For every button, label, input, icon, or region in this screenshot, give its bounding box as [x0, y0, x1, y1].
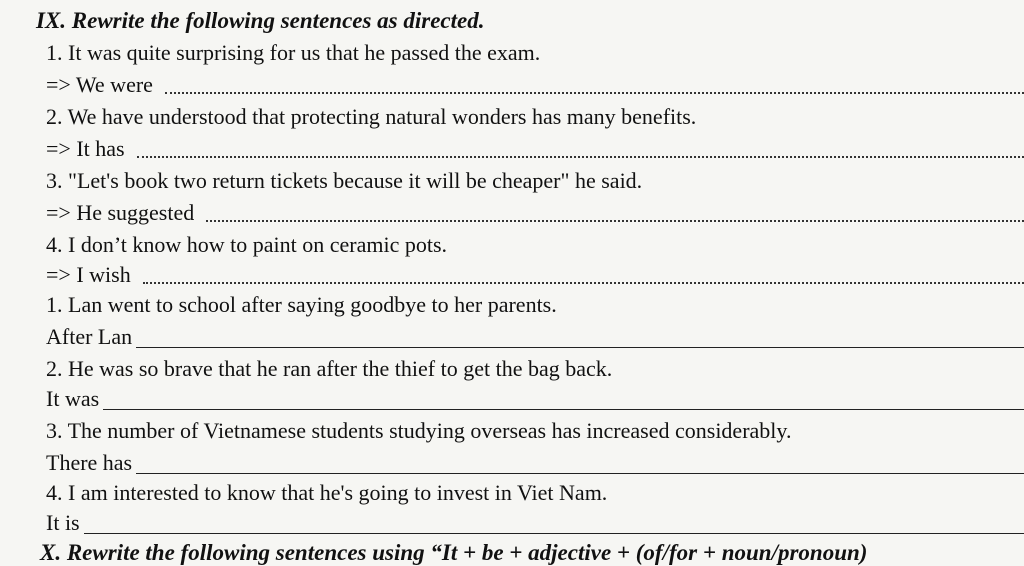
sentence-1: 1. It was quite surprising for us that he passed the exam. — [46, 40, 541, 65]
sentence-5: 1. Lan went to school after saying goodbye to her parents. — [46, 292, 557, 317]
answer-prompt: There has — [46, 450, 133, 475]
answer-line-8[interactable] — [46, 504, 1024, 536]
answer-blank[interactable] — [103, 408, 1024, 410]
next-section-heading: X. Rewrite the following sentences using “It + be + adjective + (of/for + noun/pronoun) — [40, 540, 868, 565]
sentence-4: 4. I don’t know how to paint on ceramic pots. — [46, 232, 448, 257]
answer-prompt: It is — [46, 510, 80, 535]
answer-prompt: => It has — [46, 136, 125, 161]
answer-blank[interactable] — [206, 218, 1024, 222]
answer-prompt: => I wish — [46, 262, 131, 287]
answer-blank[interactable] — [137, 154, 1024, 158]
answer-line-5[interactable] — [46, 318, 1024, 350]
answer-blank[interactable] — [143, 280, 1024, 284]
answer-line-1[interactable] — [46, 66, 1024, 98]
sentence-7: 3. The number of Vietnamese students studying overseas has increased considerably. — [46, 418, 792, 443]
sentence-6: 2. He was so brave that he ran after the thief to get the bag back. — [46, 356, 613, 381]
sentence-8: 4. I am interested to know that he's going to invest in Viet Nam. — [46, 480, 608, 505]
answer-line-7[interactable] — [46, 444, 1024, 476]
answer-line-3[interactable] — [46, 194, 1024, 226]
answer-line-4[interactable] — [46, 256, 1024, 288]
sentence-2: 2. We have understood that protecting natural wonders has many benefits. — [46, 104, 697, 129]
answer-prompt: => We were — [46, 72, 153, 97]
answer-line-6[interactable] — [46, 380, 1024, 412]
answer-prompt: After Lan — [46, 324, 133, 349]
answer-blank[interactable] — [84, 532, 1024, 534]
answer-prompt: => He suggested — [46, 200, 195, 225]
answer-blank[interactable] — [136, 346, 1024, 348]
answer-line-2[interactable] — [46, 130, 1024, 162]
answer-prompt: It was — [46, 386, 100, 411]
answer-blank[interactable] — [165, 90, 1024, 94]
exercise-heading: IX. Rewrite the following sentences as directed. — [36, 8, 485, 33]
sentence-3: 3. "Let's book two return tickets because it will be cheaper" he said. — [46, 168, 643, 193]
